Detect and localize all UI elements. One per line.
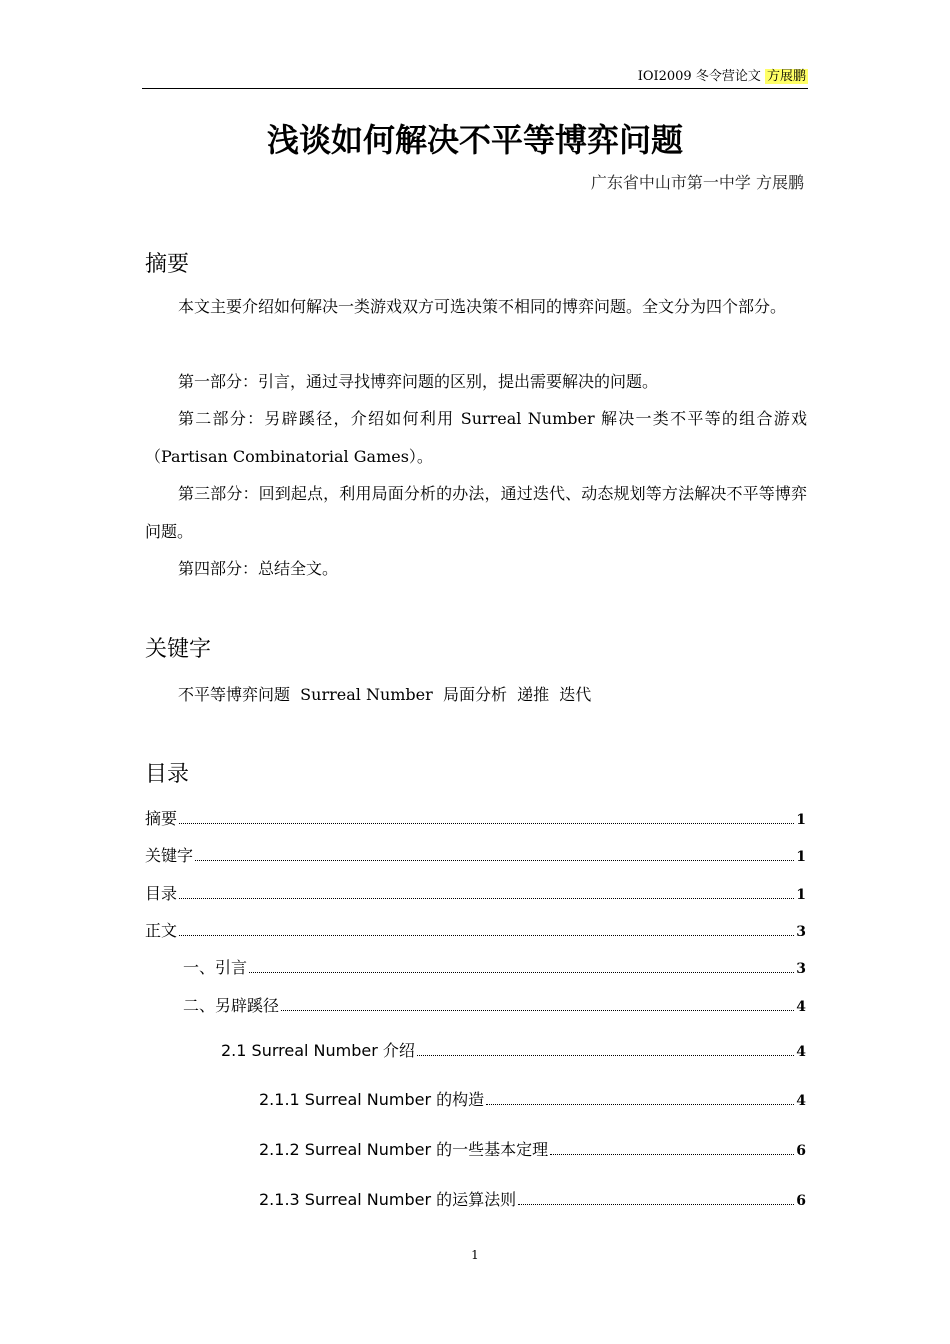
toc-label: 2.1.3 Surreal Number 的运算法则 bbox=[259, 1190, 517, 1209]
abstract-paragraph-2: 第一部分：引言，通过寻找博弈问题的区别，提出需要解决的问题。 bbox=[178, 372, 659, 391]
toc-page: 3 bbox=[796, 961, 806, 977]
toc-page: 4 bbox=[796, 1093, 806, 1109]
toc-entry-2-1-3[interactable] bbox=[259, 1189, 806, 1212]
abstract-paragraph-4: 第三部分：回到起点，利用局面分析的办法，通过迭代、动态规划等方法解决不平等博弈问题。 bbox=[145, 484, 807, 541]
paper-title: 浅谈如何解决不平等博弈问题 bbox=[266, 121, 683, 159]
toc-entry-abstract[interactable] bbox=[145, 808, 806, 831]
toc-page: 6 bbox=[796, 1143, 806, 1159]
toc-entry-keywords[interactable] bbox=[145, 845, 806, 868]
keywords-heading: 关键字 bbox=[145, 637, 212, 662]
toc-page: 1 bbox=[796, 812, 806, 828]
keywords-text: 不平等博弈问题 Surreal Number 局面分析 递推 迭代 bbox=[178, 685, 592, 704]
author-affiliation: 广东省中山市第一中学 方展鹏 bbox=[590, 173, 804, 192]
toc-leader bbox=[486, 1103, 794, 1105]
toc-page: 4 bbox=[796, 1044, 806, 1060]
toc-leader bbox=[249, 971, 794, 973]
toc-leader bbox=[518, 1203, 794, 1205]
toc-label: 一、引言 bbox=[183, 958, 248, 977]
toc-entry-new-path[interactable] bbox=[183, 995, 806, 1018]
abstract-paragraph-3: 第二部分：另辟蹊径，介绍如何利用 Surreal Number 解决一类不平等的组合游戏（Partisan Combinatorial Games）。 bbox=[145, 409, 807, 466]
toc-page: 1 bbox=[796, 849, 806, 865]
toc-leader bbox=[179, 822, 794, 824]
toc-label: 关键字 bbox=[145, 846, 194, 865]
toc-leader bbox=[195, 859, 794, 861]
toc-label: 2.1 Surreal Number 介绍 bbox=[221, 1041, 415, 1060]
running-header bbox=[142, 66, 808, 89]
toc-entry-contents[interactable] bbox=[145, 883, 806, 906]
toc-page: 6 bbox=[796, 1193, 806, 1209]
toc-entry-2-1[interactable] bbox=[221, 1040, 806, 1063]
toc-entry-2-1-2[interactable] bbox=[259, 1139, 806, 1162]
header-prefix: IOI2009 冬令营论文 bbox=[637, 69, 761, 84]
toc-leader bbox=[550, 1153, 794, 1155]
toc-label: 目录 bbox=[145, 884, 178, 903]
toc-entry-2-1-1[interactable] bbox=[259, 1089, 806, 1112]
abstract-paragraph-1: 本文主要介绍如何解决一类游戏双方可选决策不相同的博弈问题。全文分为四个部分。 bbox=[178, 297, 787, 316]
abstract-paragraph-5: 第四部分：总结全文。 bbox=[178, 559, 339, 578]
page-number: 1 bbox=[471, 1248, 479, 1262]
toc-entry-body[interactable] bbox=[145, 920, 806, 943]
toc-leader bbox=[179, 897, 794, 899]
toc-label: 2.1.1 Surreal Number 的构造 bbox=[259, 1090, 485, 1109]
header-author: 方展鹏 bbox=[766, 69, 806, 84]
toc-page: 4 bbox=[796, 999, 806, 1015]
toc-leader bbox=[281, 1009, 794, 1011]
toc-label: 二、另辟蹊径 bbox=[183, 996, 280, 1015]
toc-entry-introduction[interactable] bbox=[183, 957, 806, 980]
toc-label: 正文 bbox=[145, 921, 178, 940]
toc-label: 摘要 bbox=[145, 809, 178, 828]
toc-heading: 目录 bbox=[145, 762, 190, 787]
toc-leader bbox=[179, 934, 794, 936]
toc-leader bbox=[417, 1054, 794, 1056]
toc-page: 1 bbox=[796, 887, 806, 903]
toc-page: 3 bbox=[796, 924, 806, 940]
abstract-heading: 摘要 bbox=[145, 252, 190, 277]
toc-label: 2.1.2 Surreal Number 的一些基本定理 bbox=[259, 1140, 549, 1159]
